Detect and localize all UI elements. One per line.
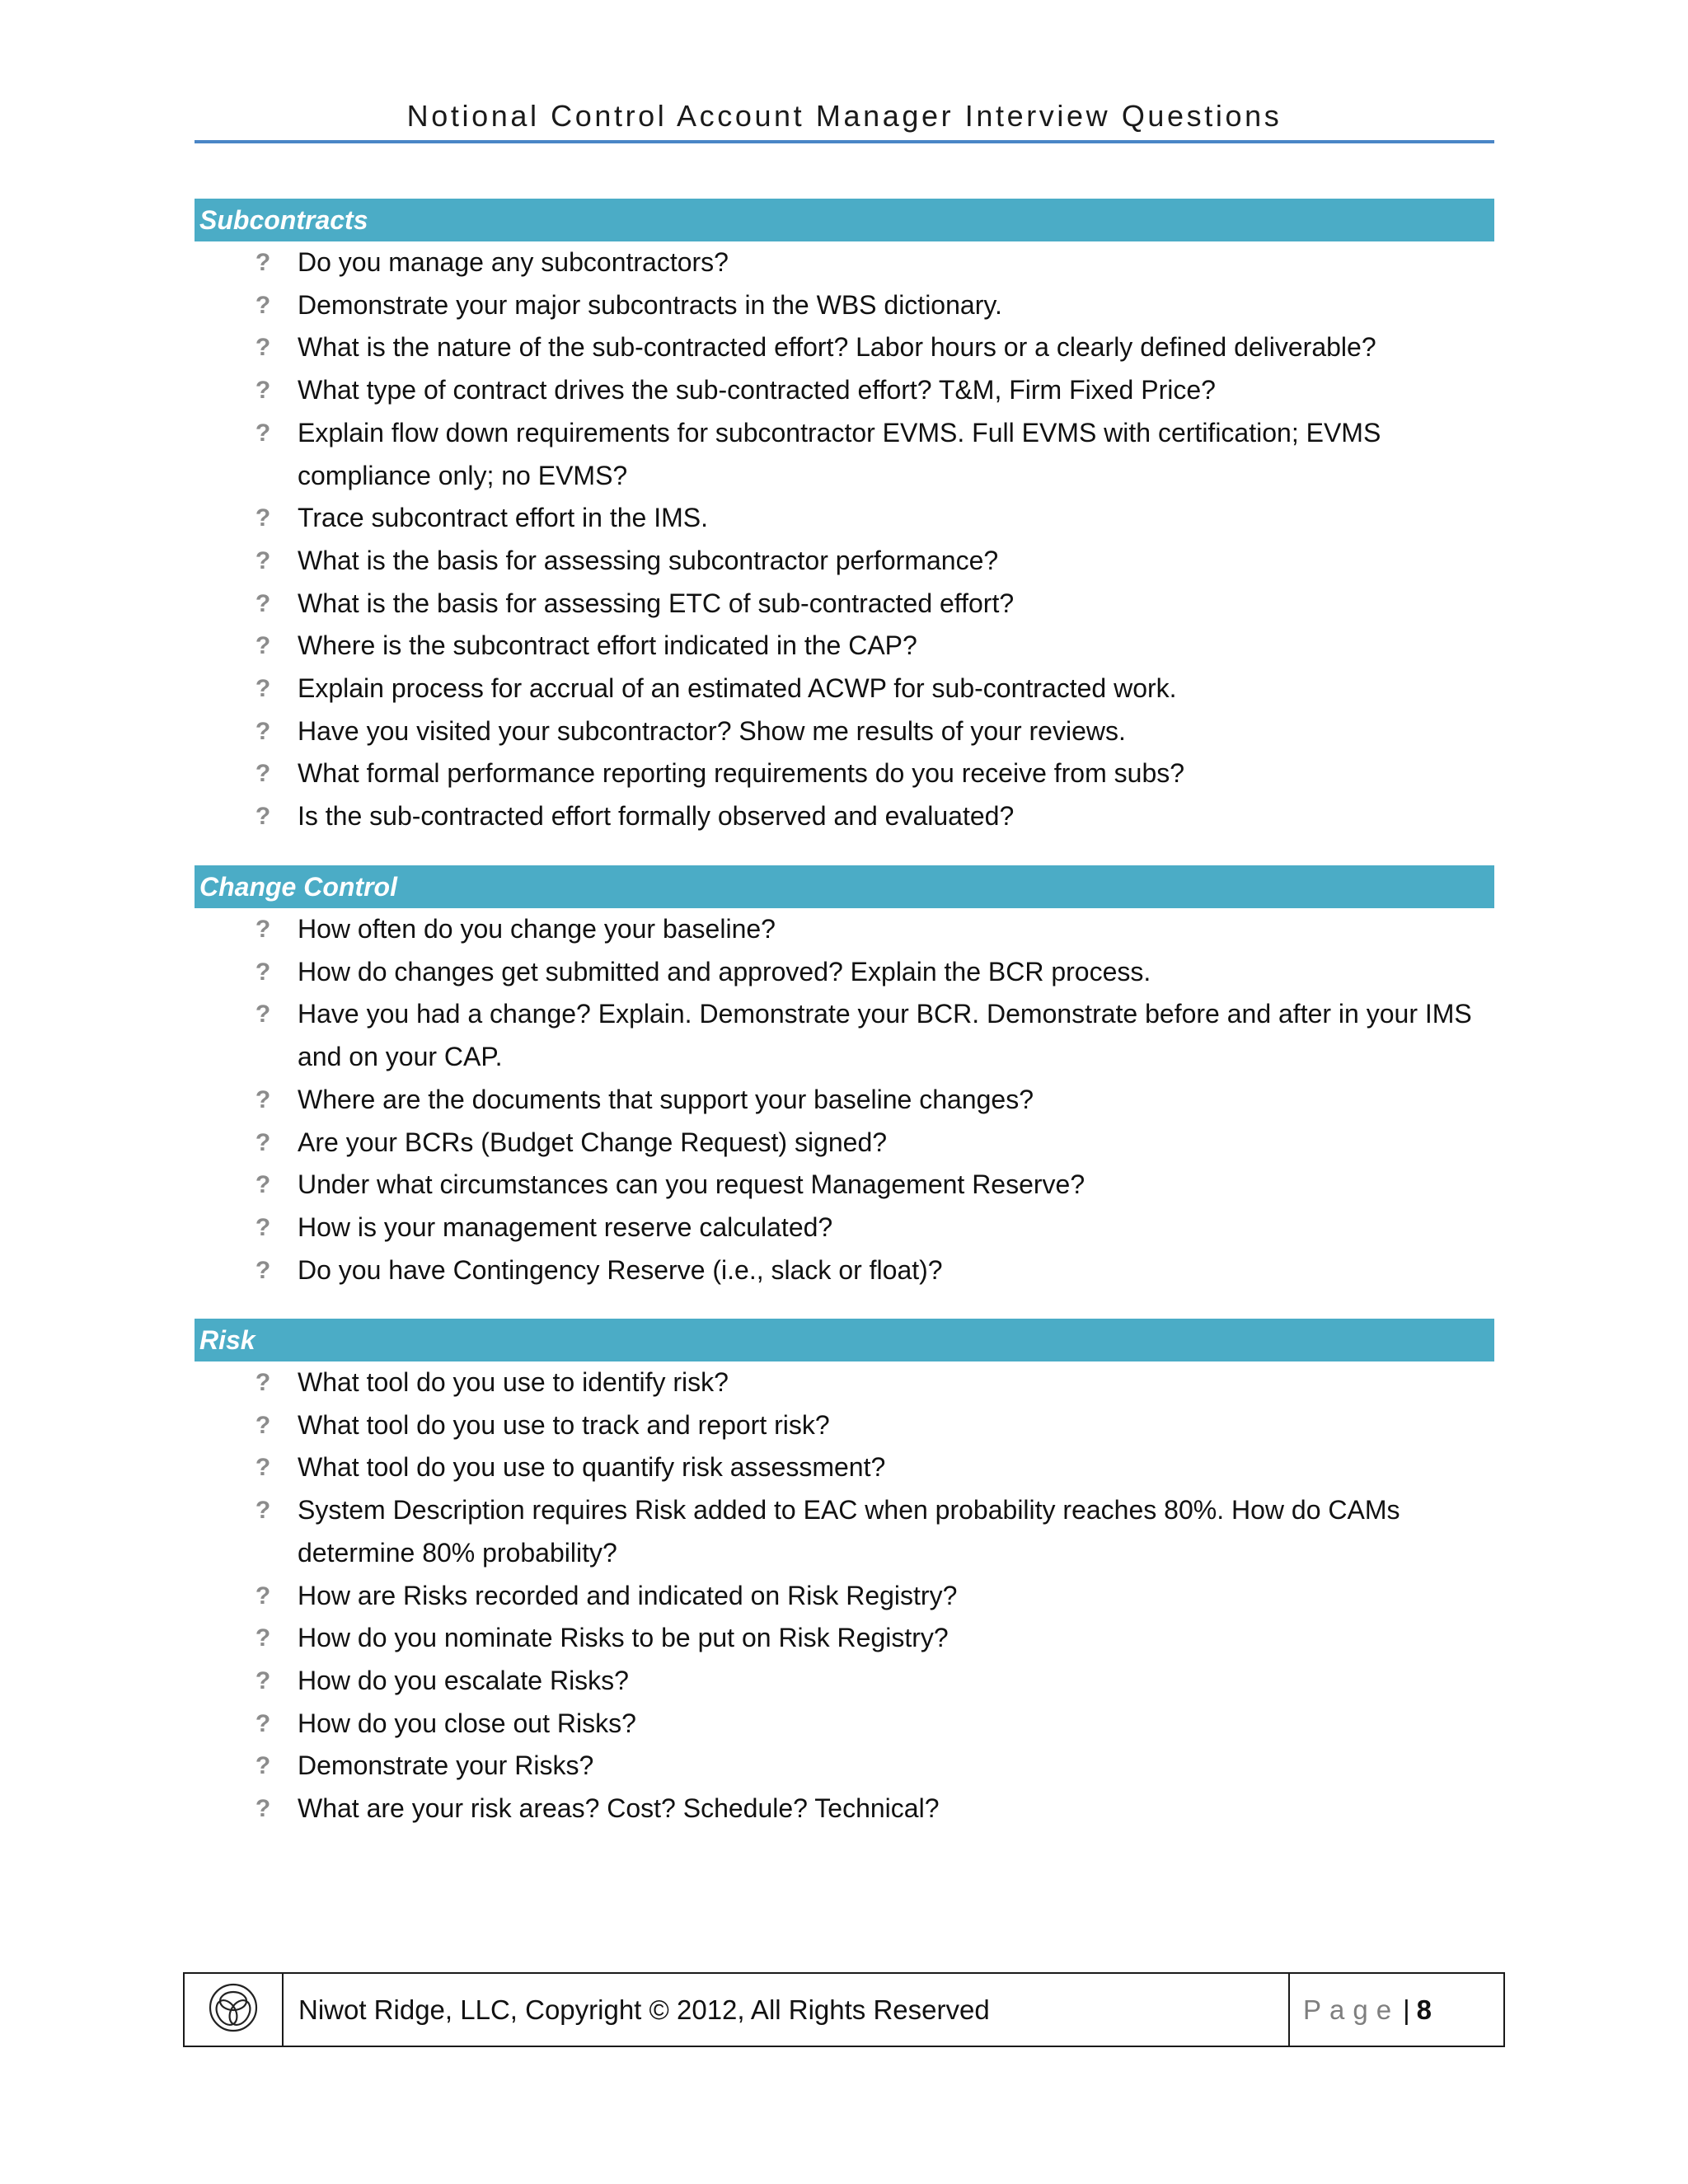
question-item — [195, 1404, 1494, 1447]
question-text: What formal performance reporting requirements do you receive from subs? — [298, 758, 1185, 789]
question-item — [195, 412, 1494, 497]
question-item — [195, 1617, 1494, 1660]
question-bullet-icon: ? — [255, 1454, 271, 1482]
question-text: How do you close out Risks? — [298, 1708, 636, 1738]
question-text: How often do you change your baseline? — [298, 914, 776, 944]
question-bullet-icon: ? — [255, 1411, 271, 1439]
question-item — [195, 1122, 1494, 1165]
question-item — [195, 1788, 1494, 1830]
question-bullet-icon: ? — [255, 334, 271, 362]
page-indicator — [1290, 1974, 1503, 2046]
section-change-control — [195, 865, 1494, 1291]
question-item — [195, 1660, 1494, 1703]
question-text: Where are the documents that support your baseline changes? — [298, 1084, 1034, 1114]
question-text: What is the basis for assessing subcontractor performance? — [298, 545, 999, 575]
question-text: Demonstrate your Risks? — [298, 1750, 594, 1781]
question-text: How are Risks recorded and indicated on Risk Registry? — [298, 1580, 958, 1610]
question-item — [195, 951, 1494, 994]
question-item — [195, 1446, 1494, 1489]
question-text: Have you visited your subcontractor? Show me results of your reviews. — [298, 715, 1126, 746]
question-list — [195, 908, 1494, 1291]
question-item — [195, 1361, 1494, 1404]
question-item — [195, 369, 1494, 412]
question-bullet-icon: ? — [255, 1085, 271, 1113]
question-bullet-icon: ? — [255, 1256, 271, 1284]
question-item — [195, 1079, 1494, 1122]
question-item — [195, 583, 1494, 626]
question-text: How do changes get submitted and approved? Explain the BCR process. — [298, 956, 1151, 987]
question-item — [195, 1207, 1494, 1249]
question-bullet-icon: ? — [255, 291, 271, 319]
page-separator: | — [1403, 1994, 1410, 2025]
question-bullet-icon: ? — [255, 1128, 271, 1156]
question-item — [195, 326, 1494, 369]
question-text: Do you manage any subcontractors? — [298, 247, 729, 277]
section-header: Risk — [195, 1319, 1494, 1361]
question-text: How is your management reserve calculated? — [298, 1212, 833, 1242]
question-bullet-icon: ? — [255, 760, 271, 788]
page-title: Notional Control Account Manager Interview Questions — [406, 99, 1282, 133]
page-number: 8 — [1416, 1994, 1432, 2025]
question-text: How do you nominate Risks to be put on Risk Registry? — [298, 1623, 949, 1653]
question-bullet-icon: ? — [255, 717, 271, 745]
question-item — [195, 752, 1494, 795]
section-header: Change Control — [195, 865, 1494, 908]
question-item — [195, 1489, 1494, 1574]
section-subcontracts — [195, 199, 1494, 838]
question-text: Where is the subcontract effort indicated in the CAP? — [298, 630, 917, 661]
niwot-ridge-logo-icon — [207, 1981, 260, 2038]
question-bullet-icon: ? — [255, 675, 271, 703]
page-footer — [183, 1972, 1505, 2047]
question-text: Do you have Contingency Reserve (i.e., slack or float)? — [298, 1254, 943, 1285]
question-item — [195, 1575, 1494, 1618]
question-bullet-icon: ? — [255, 803, 271, 831]
question-bullet-icon: ? — [255, 1171, 271, 1199]
question-bullet-icon: ? — [255, 1213, 271, 1241]
question-bullet-icon: ? — [255, 419, 271, 447]
question-item — [195, 710, 1494, 753]
question-bullet-icon: ? — [255, 1709, 271, 1737]
question-text: System Description requires Risk added to EAC when probability reaches 80%. How do CAMs determine 80% probability? — [298, 1495, 1400, 1568]
question-list — [195, 1361, 1494, 1830]
question-item — [195, 908, 1494, 951]
question-bullet-icon: ? — [255, 916, 271, 943]
question-bullet-icon: ? — [255, 1752, 271, 1780]
question-text: Explain flow down requirements for subcontractor EVMS. Full EVMS with certification; EVMS compliance only; no EVMS? — [298, 417, 1381, 490]
question-text: Under what circumstances can you request Management Reserve? — [298, 1169, 1085, 1200]
question-text: What is the basis for assessing ETC of sub-contracted effort? — [298, 588, 1015, 618]
question-item — [195, 795, 1494, 838]
question-item — [195, 540, 1494, 583]
question-bullet-icon: ? — [255, 1624, 271, 1652]
question-item — [195, 625, 1494, 668]
question-bullet-icon: ? — [255, 632, 271, 660]
question-bullet-icon: ? — [255, 1001, 271, 1029]
question-item — [195, 1745, 1494, 1788]
page-label: Page — [1303, 1994, 1400, 2025]
question-text: Are your BCRs (Budget Change Request) signed? — [298, 1127, 888, 1157]
question-bullet-icon: ? — [255, 377, 271, 405]
question-bullet-icon: ? — [255, 589, 271, 617]
question-bullet-icon: ? — [255, 1795, 271, 1823]
question-bullet-icon: ? — [255, 504, 271, 532]
question-bullet-icon: ? — [255, 249, 271, 276]
question-item — [195, 993, 1494, 1078]
question-bullet-icon: ? — [255, 1369, 271, 1396]
question-item — [195, 284, 1494, 327]
question-bullet-icon: ? — [255, 1666, 271, 1694]
question-text: Demonstrate your major subcontracts in the WBS dictionary. — [298, 289, 1002, 320]
question-text: What tool do you use to identify risk? — [298, 1367, 729, 1397]
question-bullet-icon: ? — [255, 1582, 271, 1610]
question-bullet-icon: ? — [255, 546, 271, 574]
question-text: Trace subcontract effort in the IMS. — [298, 503, 708, 533]
question-bullet-icon: ? — [255, 958, 271, 986]
question-item — [195, 497, 1494, 540]
question-item — [195, 1164, 1494, 1207]
question-text: Explain process for accrual of an estimated ACWP for sub-contracted work. — [298, 673, 1177, 704]
page-header — [195, 97, 1494, 143]
logo-cell — [185, 1974, 284, 2046]
question-item — [195, 1249, 1494, 1292]
question-text: What are your risk areas? Cost? Schedule? Technical? — [298, 1793, 940, 1824]
question-text: Is the sub-contracted effort formally observed and evaluated? — [298, 801, 1015, 832]
question-list — [195, 241, 1494, 838]
question-text: What tool do you use to quantify risk assessment? — [298, 1452, 886, 1483]
question-text: What type of contract drives the sub-contracted effort? T&M, Firm Fixed Price? — [298, 375, 1216, 405]
question-text: What tool do you use to track and report risk? — [298, 1409, 830, 1440]
section-header: Subcontracts — [195, 199, 1494, 241]
question-text: Have you had a change? Explain. Demonstrate your BCR. Demonstrate before and after in your IMS and on your CAP. — [298, 999, 1472, 1072]
question-item — [195, 241, 1494, 284]
question-text: What is the nature of the sub-contracted effort? Labor hours or a clearly defined deliverable? — [298, 332, 1376, 363]
question-item — [195, 668, 1494, 710]
section-risk — [195, 1319, 1494, 1830]
copyright-text: Niwot Ridge, LLC, Copyright © 2012, All Rights Reserved — [284, 1974, 1290, 2046]
question-item — [195, 1703, 1494, 1746]
question-bullet-icon: ? — [255, 1497, 271, 1525]
question-text: How do you escalate Risks? — [298, 1665, 629, 1695]
